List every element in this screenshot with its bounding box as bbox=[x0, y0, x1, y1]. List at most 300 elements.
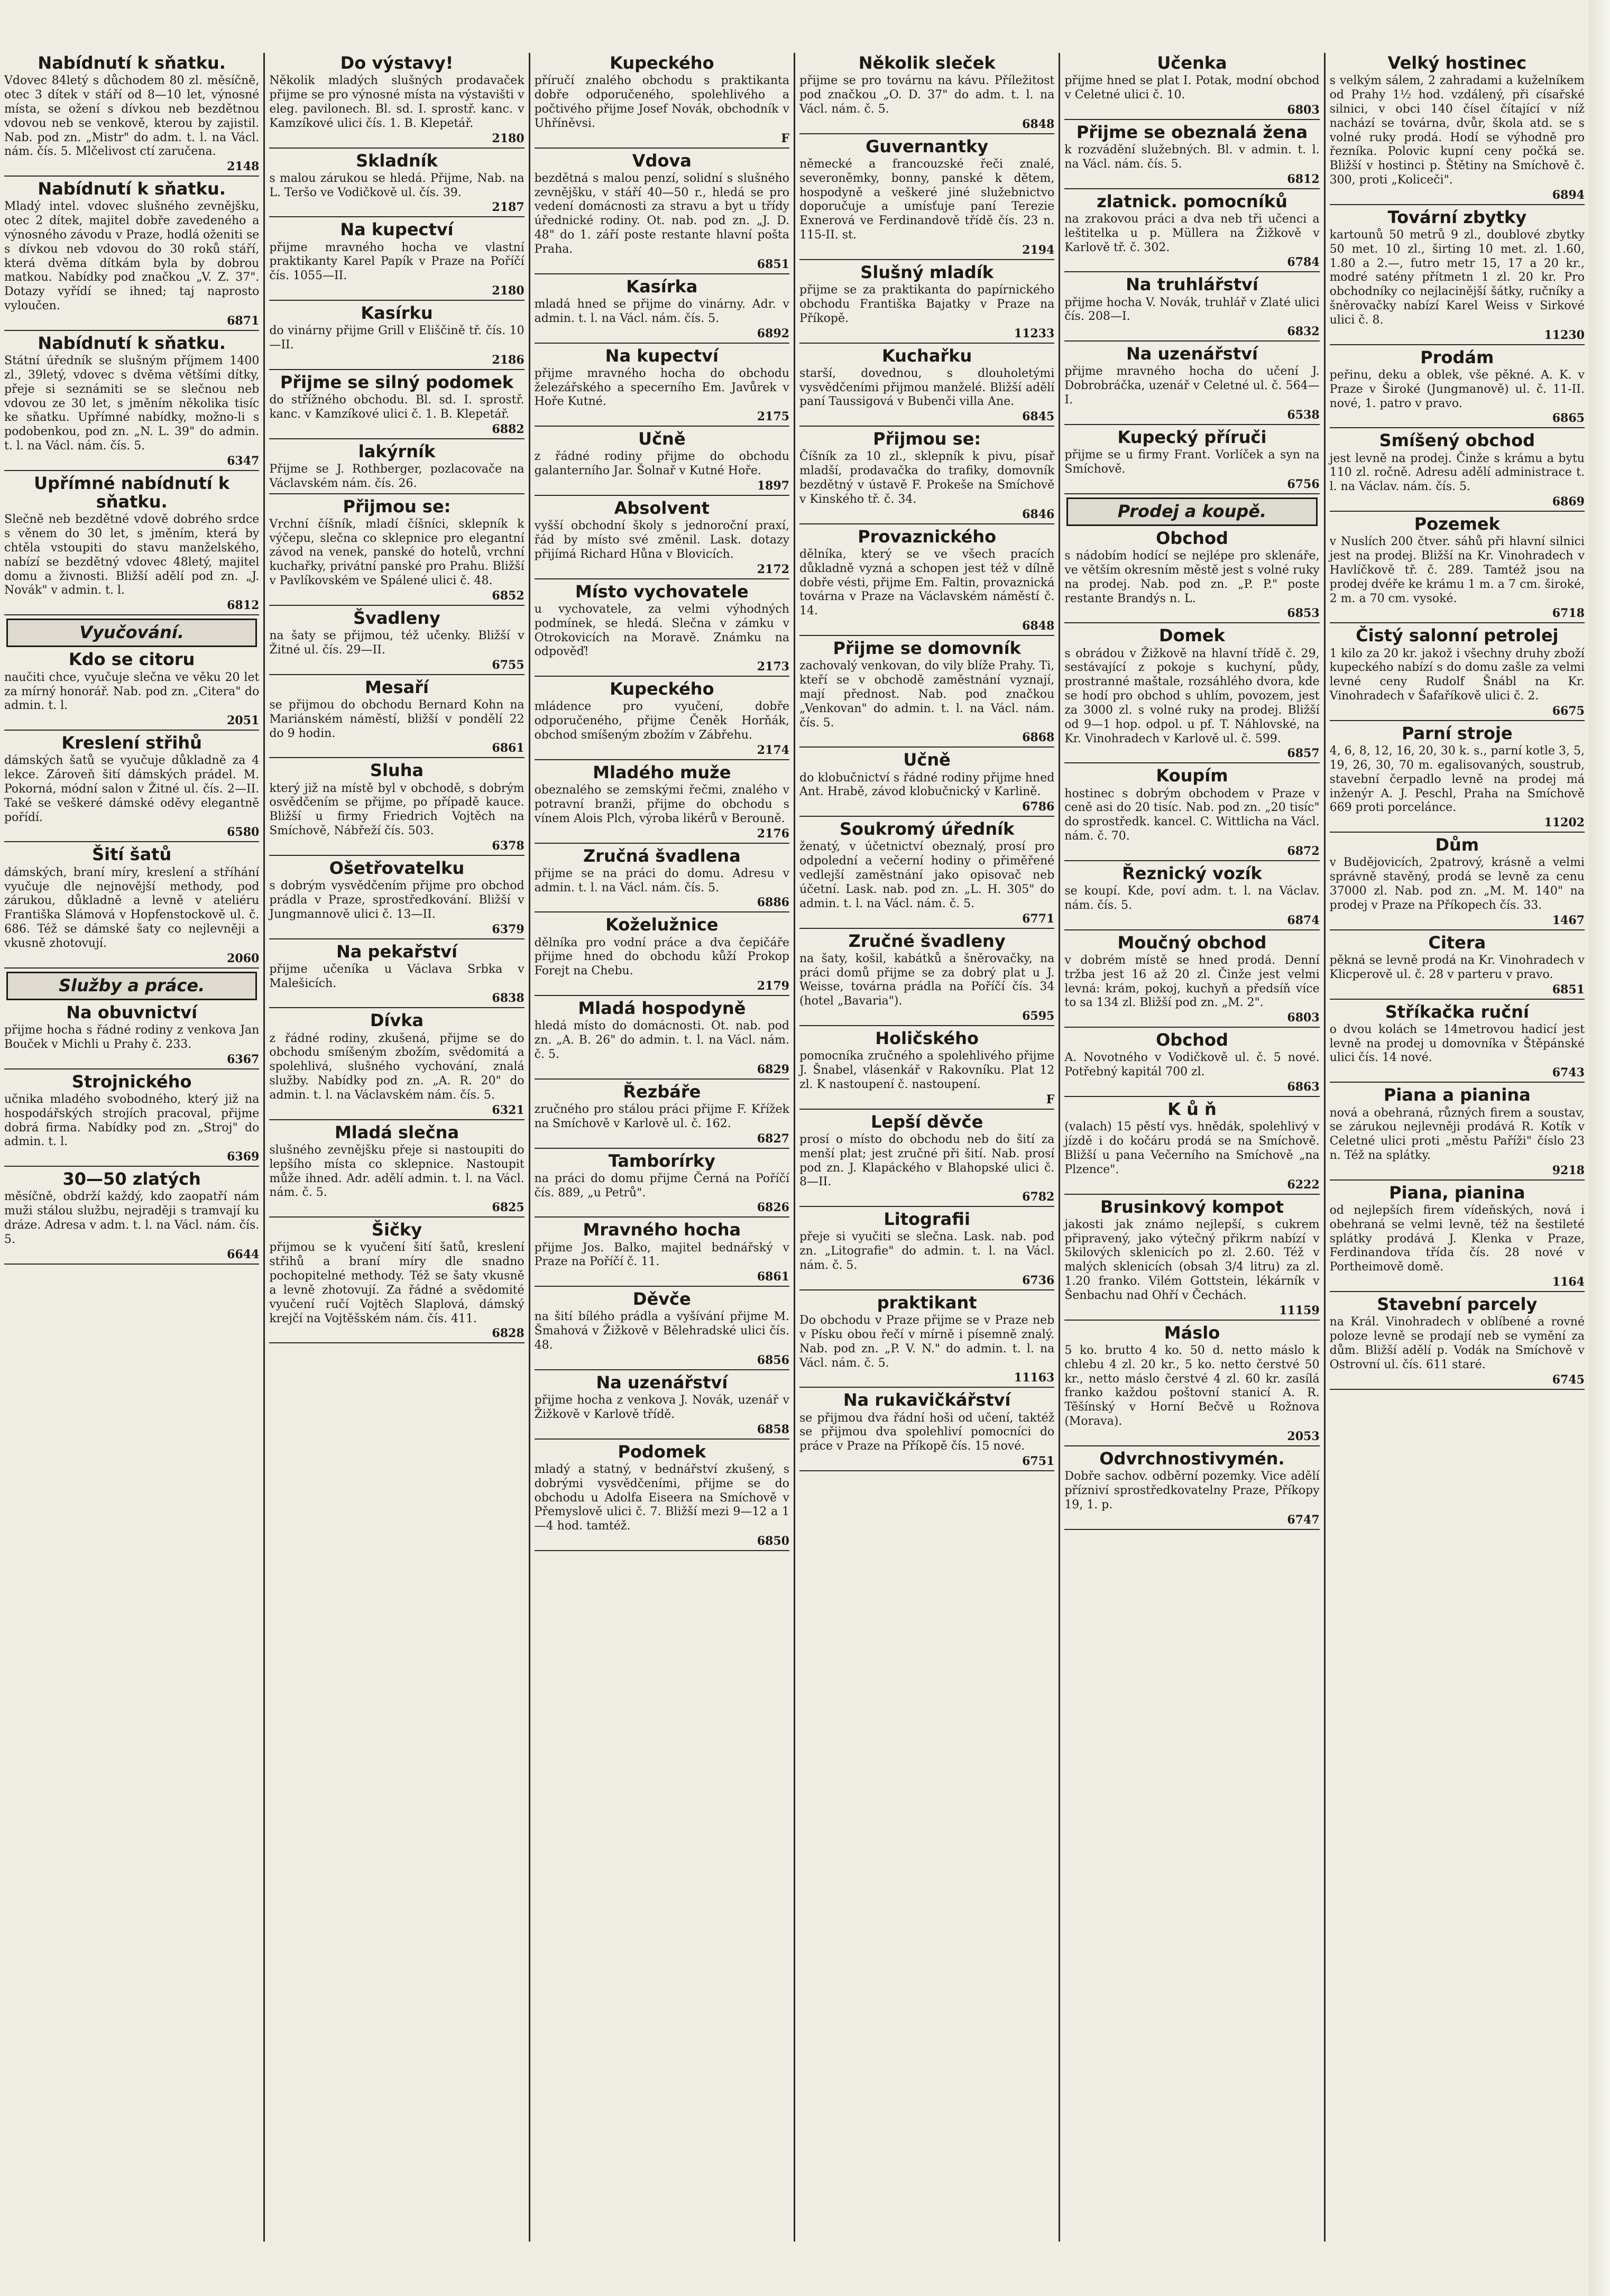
ad-number: 6869 bbox=[1552, 495, 1585, 509]
classified-ad bbox=[4, 1073, 259, 1167]
classified-ad bbox=[1064, 123, 1319, 189]
ad-title: Brusinkový kompot bbox=[1100, 1196, 1284, 1217]
classified-ad bbox=[1064, 192, 1319, 273]
classified-ad bbox=[799, 1391, 1054, 1471]
classified-ad bbox=[535, 1083, 789, 1149]
ad-title: Koželužnice bbox=[605, 915, 719, 935]
classified-ad bbox=[269, 373, 524, 439]
ad-text: v Budějovicích, 2patrový, krásně a velmi správně stavěný, prodá se levně za cenu 37000 zl. Nab. pod zn. „M. M. 140" na prodej v Praze na Příkopech čís. 33. bbox=[1329, 856, 1585, 912]
classified-ad bbox=[1330, 431, 1585, 512]
ad-title: Několik sleček bbox=[858, 53, 996, 73]
ad-number: 6848 bbox=[1022, 619, 1055, 633]
ad-number: 6222 bbox=[1287, 1177, 1320, 1192]
classified-ad bbox=[535, 278, 789, 344]
ad-number: 6857 bbox=[1287, 746, 1320, 761]
ad-title: Na truhlářství bbox=[1126, 274, 1258, 295]
ad-number: 6321 bbox=[492, 1103, 525, 1117]
ad-title: Do výstavy! bbox=[340, 53, 454, 73]
ad-title: Provaznického bbox=[858, 526, 997, 547]
ad-number: 2176 bbox=[757, 826, 789, 841]
ad-title: Nabídnutí k sňatku. bbox=[38, 179, 226, 199]
ad-number: F bbox=[1046, 1092, 1055, 1106]
ad-number: 2053 bbox=[1287, 1429, 1320, 1443]
classified-ad bbox=[535, 152, 789, 274]
ad-number: 6747 bbox=[1287, 1513, 1320, 1527]
ad-title: Švadleny bbox=[353, 607, 440, 628]
ad-number: 11159 bbox=[1279, 1303, 1320, 1317]
ad-title: Na rukavičkářství bbox=[843, 1390, 1011, 1410]
classified-ad bbox=[1064, 1450, 1319, 1530]
ad-number: 6718 bbox=[1552, 606, 1585, 621]
classified-ad bbox=[799, 137, 1054, 260]
ad-number: 6853 bbox=[1287, 606, 1320, 621]
ad-title: Stříkačka ruční bbox=[1385, 1001, 1529, 1022]
ad-text: mládence pro vyučení, dobře odporučeného, přijme Čeněk Horňák, obchod smíšeným zbožím v Zábřehu. bbox=[534, 700, 789, 742]
section-heading bbox=[1066, 497, 1317, 526]
ad-number: 2180 bbox=[492, 284, 525, 298]
ad-number: 2175 bbox=[757, 410, 789, 424]
ad-title: Kdo se citoru bbox=[68, 649, 195, 670]
ad-title: Vyučování. bbox=[79, 622, 185, 643]
ad-title: Piana a pianina bbox=[1383, 1085, 1531, 1105]
section-heading bbox=[6, 972, 257, 1000]
ad-text: dámských, braní míry, kreslení a stříhání vyučuje dle nejnovější methody, pod zárukou, důkladně a levně v ateliéru Františka Slámová v Hopfenstockově ul. č. 686. Též se dámské šaty co nejlevněji a vkusně zhotovují. bbox=[4, 865, 260, 950]
classified-ad bbox=[4, 734, 259, 842]
ad-title: zlatnick. pomocníků bbox=[1097, 191, 1287, 211]
classified-ad bbox=[1330, 1003, 1585, 1083]
classified-ad bbox=[1330, 515, 1585, 623]
ad-number: 1164 bbox=[1552, 1275, 1585, 1289]
ad-number: 6868 bbox=[1022, 731, 1055, 745]
classified-ad bbox=[4, 180, 259, 331]
ad-title: Nabídnutí k sňatku. bbox=[38, 53, 226, 73]
ad-text: 5 ko. brutto 4 ko. 50 d. netto máslo k chlebu 4 zl. 20 kr., 5 ko. netto čerstvé 50 kr., netto máslo čerstvé 4 zl. 60 kr. zasílá franko každou poštovní stanicí A. R. Těšínský v Horní Bečvě u Rožnova (Morava). bbox=[1064, 1343, 1320, 1428]
ad-text: prosí o místo do obchodu neb do šití za menší plat; jest zručné při šití. Nab. prosí pod zn. J. Klapáckého v Blahopské ulici č. 8—II. bbox=[799, 1132, 1055, 1189]
ad-title: Řezbáře bbox=[623, 1081, 701, 1102]
classified-ad bbox=[269, 1011, 524, 1120]
classified-ad bbox=[1064, 1324, 1319, 1446]
classified-ad bbox=[535, 583, 789, 677]
classified-ad bbox=[4, 54, 259, 177]
ad-title: Na kupectví bbox=[340, 219, 454, 240]
ad-title: Parní stroje bbox=[1401, 723, 1513, 743]
ad-title: Mladá hospodyně bbox=[578, 998, 746, 1019]
ad-text: na práci do domu přijme Černá na Poříčí čís. 889, „u Petrů". bbox=[534, 1172, 789, 1200]
ad-title: Na kupectví bbox=[605, 345, 719, 366]
ad-number: 6886 bbox=[757, 896, 789, 910]
ad-number: 6782 bbox=[1022, 1190, 1055, 1204]
ad-title: Učně bbox=[903, 750, 951, 770]
ad-text: s obrádou v Žižkově na hlavní třídě č. 29, sestávající z pokoje s kuchyní, půdy, prostranné maštale, rozsáhlého dvora, kde se hodí pro obchod s uhlím, povozem, jest za 3000 zl. s volné ruky na prodej. Bližší od 9—1 hop. odpol. u pf. T. Náhlovské, na Kr. Vinohradech v Karlově ul. č. 599. bbox=[1064, 647, 1320, 745]
classified-ad bbox=[1064, 1198, 1319, 1321]
ad-text: Přijme se J. Rothberger, pozlacovače na Václavském nám. čís. 26. bbox=[269, 462, 525, 490]
ad-title: Mladého muže bbox=[593, 762, 731, 782]
ad-text: přijme hocha z venkova J. Novák, uzenář v Žižkově v Karlově třídě. bbox=[534, 1394, 789, 1421]
classified-ad bbox=[535, 430, 789, 496]
ad-text: nová a obehraná, různých firem a soustav, se zárukou nejlevněji prodává R. Kotík v Celetné ulici proti „městu Paříži" číslo 23 n. Též na splátky. bbox=[1329, 1106, 1585, 1162]
classified-ad bbox=[4, 1170, 259, 1265]
ad-text: na šití bílého prádla a vyšívání přijme M. Šmahová v Žižkově v Bělehradské ulici čís. 48. bbox=[534, 1310, 789, 1352]
ad-text: na zrakovou práci a dva neb tři učenci a leštitelka u p. Müllera na Žižkově v Karlově tř. č. 302. bbox=[1064, 212, 1320, 254]
ad-number: 6856 bbox=[757, 1353, 789, 1367]
ad-title: Velký hostinec bbox=[1387, 53, 1527, 73]
ad-text: A. Novotného v Vodičkově ul. č. 5 nové. Potřebný kapitál 700 zl. bbox=[1064, 1051, 1320, 1079]
classified-ad bbox=[4, 334, 259, 471]
ad-title: Tovární zbytky bbox=[1387, 207, 1527, 227]
ad-title: Služby a práce. bbox=[59, 975, 205, 995]
classified-ad bbox=[799, 639, 1054, 748]
ad-number: 6858 bbox=[757, 1422, 789, 1436]
classified-ad bbox=[269, 761, 524, 856]
ad-number: 6865 bbox=[1552, 411, 1585, 426]
ad-number: 11230 bbox=[1544, 328, 1585, 342]
classified-ad bbox=[269, 442, 524, 494]
ad-title: Mesaří bbox=[365, 677, 429, 697]
ad-title: Stavební parcely bbox=[1377, 1294, 1538, 1315]
ad-number: 6825 bbox=[492, 1201, 525, 1215]
ad-number: 6828 bbox=[492, 1326, 525, 1341]
classified-ad bbox=[799, 1029, 1054, 1110]
ad-text: přijme hocha s řádné rodiny z venkova Jan Bouček v Michli u Prahy č. 233. bbox=[4, 1023, 260, 1051]
ad-title: 30—50 zlatých bbox=[62, 1169, 201, 1190]
classified-ad bbox=[269, 304, 524, 370]
classified-ad bbox=[269, 609, 524, 675]
column-3 bbox=[530, 53, 795, 2242]
ad-text: mladý a statný, v bednářství zkušený, s dobrými vysvědčeními, přijme se do obchodu u Adolfa Eiseera na Smíchově v Přemyslově ulici č. 7. Bližší mezi 9—12 a 1—4 hod. tamtéž. bbox=[534, 1462, 789, 1533]
ad-title: Piana, pianina bbox=[1389, 1182, 1525, 1203]
classified-ad bbox=[1064, 864, 1319, 930]
ad-text: s velkým sálem, 2 zahradami a kuželníkem od Prahy 1½ hod. vzdálený, při císařské silnici, v obci 140 čísel čítající v níž nachází se továrna, dvůr, škola atd. se s volné ruky prodá. Hodí se výhodně pro řezníka. Polovic kupní ceny počká se. Bližší v hostinci p. Štětiny na Smíchově č. 300, proti „Koliceči". bbox=[1329, 74, 1585, 187]
classified-ad bbox=[799, 347, 1054, 427]
ad-text: v dobrém místě se hned prodá. Denní tržba jest 16 až 20 zl. Činže jest velmi levná: krám, pokoj, kuchyň a předsíň více to sa 134 zl. Bližší pod zn. „M. 2". bbox=[1064, 953, 1320, 1010]
ad-title: Strojnického bbox=[71, 1071, 192, 1092]
ad-title: Nabídnutí k sňatku. bbox=[38, 333, 226, 353]
ad-title: praktikant bbox=[877, 1292, 977, 1313]
ad-title: Přijmou se: bbox=[343, 496, 451, 517]
ad-text: přijme mravného hocha ve vlastní praktikanty Karel Papík v Praze na Poříčí čís. 1055—II. bbox=[269, 241, 525, 283]
classified-ad bbox=[1064, 767, 1319, 861]
classified-ad bbox=[1330, 724, 1585, 833]
ad-text: přijme mravného hocha do obchodu železářského a specerního Em. Javůrek v Hoře Kutné. bbox=[534, 366, 789, 409]
ad-number: 6755 bbox=[492, 658, 525, 672]
ad-text: měsíčně, obdrží každý, kdo zaopatří nám muži stálou službu, nejraději s tramvají ku dráze. Adresa v adm. t. l. na Václ. nám. čís. 5. bbox=[4, 1190, 260, 1246]
ad-title: Máslo bbox=[1164, 1322, 1220, 1343]
ad-text: přijme se za praktikanta do papírnického obchodu Františka Bajatky v Praze na Příkopě. bbox=[799, 283, 1055, 325]
ad-number: 6861 bbox=[757, 1270, 789, 1284]
ad-text: zachovalý venkovan, do vily blíže Prahy. Ti, kteří se v obchodě zaměstnání vyznají, mají přednost. Nab. pod značkou „Venkovan" do admin. t. l. na Václ. nám. čís. 5. bbox=[799, 659, 1055, 730]
ad-text: přijme se na práci do domu. Adresu v admin. t. l. na Václ. nám. čís. 5. bbox=[534, 866, 789, 895]
ad-number: 6882 bbox=[492, 422, 525, 436]
ad-text: do klobučnictví s řádné rodiny přijme hned Ant. Hrabě, závod klobučnický v Karlině. bbox=[799, 771, 1055, 799]
ad-title: Mravného hocha bbox=[583, 1220, 741, 1240]
ad-number: 6871 bbox=[227, 313, 260, 328]
ad-title: Řeznický vozík bbox=[1122, 863, 1262, 883]
ad-number: 6872 bbox=[1287, 844, 1320, 858]
ad-number: 2051 bbox=[227, 714, 260, 728]
ad-title: Litografii bbox=[884, 1209, 970, 1230]
ad-title: Holičského bbox=[875, 1028, 979, 1048]
ad-text: s nádobím hodící se nejlépe pro sklenáře, ve větším okresním městě jest s volné ruky na prodej. Nab. pod zn. „P. P." poste restante Brandýs n. L. bbox=[1064, 549, 1320, 605]
classified-ad bbox=[1064, 934, 1319, 1028]
ad-title: Obchod bbox=[1156, 528, 1228, 548]
ad-number: 6861 bbox=[492, 741, 525, 755]
ad-number: 6803 bbox=[1287, 1011, 1320, 1025]
ad-title: Soukromý úředník bbox=[839, 819, 1015, 840]
ad-number: 6851 bbox=[757, 257, 789, 271]
ad-text: zručného pro stálou práci přijme F. Křížek na Smíchově v Karlově ul. č. 162. bbox=[534, 1102, 789, 1130]
classified-ad bbox=[269, 1123, 524, 1218]
ad-title: Místo vychovatele bbox=[575, 581, 749, 602]
ad-title: Přijme se silný podomek bbox=[280, 372, 514, 392]
ad-text: s dobrým vysvědčením přijme pro obchod prádla v Praze, sprostředkování. Bližší v Jungmannově ulici č. 13—II. bbox=[269, 879, 525, 921]
ad-text: z řádné rodiny přijme do obchodu galanterního Jar. Šolnař v Kutné Hoře. bbox=[534, 450, 789, 478]
ad-text: hostinec s dobrým obchodem v Praze v ceně asi do 20 tisíc. Nab. pod zn. „20 tisíc" do sprostředk. kancel. C. Wittlicha na Václ. nám. č. 70. bbox=[1064, 787, 1320, 843]
ad-text: Vrchní číšník, mladí číšníci, sklepník k výčepu, slečna co sklepnice pro elegantní závod na venek, panské do hotelů, vrchní kuchařky, privátní panské pro Prahu. Bližší v Pavlíkovském ve Spálené ulici č. 48. bbox=[269, 517, 525, 588]
classified-ad bbox=[799, 528, 1054, 636]
ad-title: Na pekařství bbox=[336, 941, 457, 962]
ad-text: přijme mravného hocha do učení J. Dobrobráčka, uzenář v Celetné ul. č. 564—I. bbox=[1064, 365, 1320, 407]
ad-text: Několik mladých slušných prodavaček přijme se pro výnosné místa na výstavišti v eleg. pavilonech. Bl. sd. I. sprostř. kanc. v Kamzíkové ulici čís. 1. B. Klepetář. bbox=[269, 74, 525, 130]
classified-ad bbox=[535, 680, 789, 760]
ad-title: Kupeckého bbox=[610, 53, 714, 73]
ad-text: v Nuslích 200 čtver. sáhů při hlavní silnici jest na prodej. Bližší na Kr. Vinohradech v Havlíčkově tř. č. 289. Tamtéž jsou na prodej dvéře ke krámu 1 m. a 7 cm. široké, 2 m. a 70 cm. vysoké. bbox=[1329, 535, 1585, 605]
ad-title: Kreslení střihů bbox=[61, 733, 202, 753]
ad-number: 6751 bbox=[1022, 1454, 1055, 1469]
ad-number: 6851 bbox=[1552, 982, 1585, 997]
ad-text: pomocníka zručného a spolehlivého přijme J. Šnabel, vlásenkář v Rakovníku. Plat 12 zl. K nastoupení č. nastoupení. bbox=[799, 1049, 1055, 1091]
ad-text: dělníka, který se ve všech pracích důkladně vyzná a schopen jest též v dílně dobře vésti, přijme Em. Faltin, provaznická továrna v Praze na Václavském náměstí č. 14. bbox=[799, 547, 1055, 618]
ad-title: Prodám bbox=[1420, 347, 1494, 367]
classified-ad bbox=[1330, 208, 1585, 345]
ad-number: 6538 bbox=[1287, 408, 1320, 422]
ad-text: jakosti jak známo nejlepší, s cukrem připravený, jako výtečný přikrm nabízí v 5kilových sklenicích po zl. 2.60. Též v malých sklenicích (obsah 3/4 litru) za zl. 1.20 franko. Vilém Gottstein, lékárník v Šenbachu nad Ohří v Čechách. bbox=[1064, 1218, 1320, 1302]
column-5 bbox=[1060, 53, 1325, 2242]
classified-ad bbox=[535, 1443, 789, 1551]
column-6 bbox=[1326, 53, 1589, 2242]
classified-ad bbox=[535, 916, 789, 996]
ad-title: Absolvent bbox=[614, 498, 710, 519]
ad-number: 6845 bbox=[1022, 410, 1055, 424]
ad-text: na šaty se přijmou, též učenky. Bližší v Žitné ul. čís. 29—II. bbox=[269, 629, 525, 657]
ad-title: K ů ň bbox=[1167, 1099, 1217, 1120]
classified-ad bbox=[1064, 345, 1319, 425]
ad-number: 6786 bbox=[1022, 800, 1055, 814]
ad-text: naučiti chce, vyučuje slečna ve věku 20 let za mírný honorář. Nab. pod zn. „Citera" do admin. t. l. bbox=[4, 670, 260, 713]
ad-number: 6756 bbox=[1287, 477, 1320, 491]
ad-text: učnika mladého svobodného, který již na hospodářských strojích pracoval, přijme dobrá firma. Nabídky pod zn. „Stroj" do admin. t. l. bbox=[4, 1092, 260, 1149]
ad-number: 6367 bbox=[227, 1052, 260, 1066]
ad-number: 11163 bbox=[1014, 1371, 1055, 1385]
ad-number: 9218 bbox=[1552, 1163, 1585, 1177]
page-edge bbox=[1589, 0, 1610, 2296]
classified-ad bbox=[799, 1210, 1054, 1290]
classified-ad bbox=[799, 54, 1054, 134]
classified-ad bbox=[4, 1003, 259, 1069]
classified-ad bbox=[1330, 1086, 1585, 1181]
ad-text: mladá hned se přijme do vinárny. Adr. v admin. t. l. na Václ. nám. čís. 5. bbox=[534, 297, 789, 325]
ad-number: 6379 bbox=[492, 922, 525, 936]
ad-number: 6771 bbox=[1022, 911, 1055, 926]
classified-ad bbox=[269, 152, 524, 218]
column-2 bbox=[265, 53, 530, 2242]
ad-number: F bbox=[781, 131, 789, 145]
classified-ad bbox=[1330, 626, 1585, 721]
classified-ad bbox=[799, 751, 1054, 817]
ad-title: Moučný obchod bbox=[1117, 932, 1267, 953]
ad-number: 6595 bbox=[1022, 1009, 1055, 1023]
ad-number: 6852 bbox=[492, 588, 525, 603]
ad-number: 6736 bbox=[1022, 1273, 1055, 1287]
ad-text: přijmou se k vyučení šití šatů, kreslení střihů a braní míry dle snadno pochopitelné methody. Též se šaty vkusně a levně zhotovují. Za řádné a svědomité vyučení ručí Vojtěch Slaplová, dámský krejčí na Vojtěšském nám. čís. 411. bbox=[269, 1241, 525, 1325]
ad-title: Učně bbox=[638, 429, 686, 449]
ad-text: o dvou kolách se 14metrovou hadicí jest levně na prodej u domovníka v Štěpánské ulici čís. 14 nové. bbox=[1329, 1022, 1585, 1065]
classified-ad bbox=[799, 430, 1054, 524]
ad-text: od nejlepších firem vídeňských, nová i obehraná se velmi levně, též na šestileté splátky prodává J. Klenka v Praze, Ferdinandova třída čís. 28 nové v Portheimově domě. bbox=[1329, 1204, 1585, 1274]
classified-ad bbox=[799, 1294, 1054, 1388]
ad-text: Mladý intel. vdovec slušného zevnějšku, otec 2 dítek, majitel dobře zavedeného a výnosného závodu v Praze, hodlá oženiti se s dívkou neb vdovou do 30 roků stáří, která dvěma dítkám byla by dobrou matkou. Nabídky pod značkou „V. Z. 37". Dotazy vyřídí se ihned; taj naprosto vyloučen. bbox=[4, 200, 260, 313]
ad-text: s malou zárukou se hledá. Přijme, Nab. na L. Teršo ve Vodičkově ul. čís. 39. bbox=[269, 171, 525, 199]
ad-text: obeznalého se zemskými řečmi, znalého v potravní branži, přijme do obchodu s vínem Alois Plch, výroba likérů v Berouně. bbox=[534, 783, 789, 825]
ad-number: 6892 bbox=[757, 326, 789, 340]
ad-text: bezdětná s malou penzí, solidní s slušného zevnějšku, v stáří 40—50 r., hledá se pro vedení domácnosti za stravu a byt u třídy úřednické rodiny. Ot. nab. pod zn. „J. D. 48" do 1. září poste restante hlavní pošta Praha. bbox=[534, 171, 789, 256]
ad-number: 2180 bbox=[492, 131, 525, 145]
ad-number: 6827 bbox=[757, 1131, 789, 1146]
ad-number: 6838 bbox=[492, 991, 525, 1006]
ad-text: Dobře sachov. odběrní pozemky. Vice adělí přízniví sprostředkovatelny Praze, Příkopy 19, 1. p. bbox=[1064, 1470, 1320, 1511]
classified-ad bbox=[1064, 54, 1319, 120]
ad-title: Skladník bbox=[356, 150, 438, 171]
column-4 bbox=[795, 53, 1060, 2242]
classified-ad bbox=[799, 820, 1054, 928]
classified-ad bbox=[535, 499, 789, 579]
ad-title: Šičky bbox=[371, 1220, 422, 1240]
ad-text: který již na místě byl v obchodě, s dobrým osvědčením se přijme, po případě kauce. Bližší u firmy Friedrich Vojtěch na Smíchově, Nábřeží čís. 503. bbox=[269, 781, 525, 838]
ad-title: Guvernantky bbox=[866, 136, 989, 156]
ad-text: Číšník za 10 zl., sklepník k pivu, písař mladší, prodavačka do trafiky, domovník bezdětný v ústavě F. Prokeše na Smíchově v Kinského tř. č. 34. bbox=[799, 450, 1055, 506]
classified-ad bbox=[1064, 1031, 1319, 1097]
classified-ad bbox=[535, 1221, 789, 1287]
ad-title: Na uzenářství bbox=[596, 1372, 728, 1393]
classified-ad bbox=[269, 54, 524, 149]
ad-text: peřinu, deku a oblek, vše pěkné. A. K. v Praze v Široké (Jungmanově) ul. č. 11-II. nové, 1. patro v pravo. bbox=[1329, 368, 1585, 410]
ad-number: 6848 bbox=[1022, 117, 1055, 131]
ad-title: Prodej a koupě. bbox=[1117, 501, 1267, 521]
ad-text: Slečně neb bezdětné vdově dobrého srdce s věnem do 30 let, s jměním, která by chtěla vstoupiti do stavu manželského, nabízí se bezdětný vdovec 48letý, majitel domu a živnosti. Bližší adělí pod zn. „J. Novák" v admin. t. l. bbox=[4, 513, 260, 597]
ad-title: Děvče bbox=[632, 1289, 691, 1310]
ad-title: Citera bbox=[1428, 932, 1486, 953]
ad-number: 1467 bbox=[1552, 913, 1585, 927]
ad-text: na Král. Vinohradech v oblíbené a rovné poloze levně se prodají neb se vymění za dům. Bližší adělí p. Vodák na Smíchově v Ostrovní ul. čís. 611 staré. bbox=[1329, 1315, 1585, 1371]
classified-ad bbox=[4, 845, 259, 968]
ad-number: 2148 bbox=[227, 160, 260, 174]
classified-ad bbox=[535, 1290, 789, 1370]
ad-number: 6832 bbox=[1287, 325, 1320, 339]
ad-title: Domek bbox=[1159, 625, 1225, 646]
classified-ad bbox=[1330, 348, 1585, 429]
classified-ad bbox=[4, 474, 259, 615]
ad-text: kartounů 50 metrů 9 zl., doublové zbytky 50 met. 10 zl., širting 10 met. zl. 1.60, 1.80 a 2.—, futro metr 15, 17 a 20 kr., modré satény přítmetn 1 zl. 20 kr. Pro obchodníky co nejlacinější šátky, ručníky a šněrovačky nabízí Karel Weiss v Sirkové ulici č. 8. bbox=[1329, 228, 1585, 327]
classified-ad bbox=[1330, 1184, 1585, 1292]
ad-number: 6874 bbox=[1287, 913, 1320, 927]
classified-ad bbox=[4, 650, 259, 731]
ad-text: starší, dovednou, s dlouholetými vysvědčeními přijmou manželé. Bližší adělí paní Taussigová v Bubenči villa Ane. bbox=[799, 366, 1055, 409]
classified-ad bbox=[535, 54, 789, 149]
ad-title: Na uzenářství bbox=[1126, 344, 1258, 364]
ad-number: 6347 bbox=[227, 454, 260, 468]
ad-title: Přijme se domovník bbox=[833, 638, 1021, 658]
ad-title: Slušný mladík bbox=[860, 262, 993, 282]
classified-ad bbox=[1330, 836, 1585, 930]
ad-title: Přijme se obeznalá žena bbox=[1076, 122, 1308, 142]
section-heading bbox=[6, 619, 257, 647]
classified-ad bbox=[269, 1221, 524, 1343]
ad-title: Mladá slečna bbox=[334, 1122, 459, 1142]
ad-text: vyšší obchodní školy s jednoroční praxí, řád by místo své změnil. Lask. dotazy přijímá Richard Hůna v Blovicích. bbox=[534, 519, 789, 561]
ad-number: 6743 bbox=[1552, 1066, 1585, 1080]
ad-text: se koupí. Kde, poví adm. t. l. na Václav. nám. čís. 5. bbox=[1064, 884, 1320, 912]
ad-number: 6369 bbox=[227, 1150, 260, 1164]
ad-title: Smíšený obchod bbox=[1379, 430, 1535, 451]
ad-text: do vinárny přijme Grill v Eliščině tř. čís. 10—II. bbox=[269, 324, 525, 352]
ad-title: Koupím bbox=[1156, 766, 1228, 786]
ad-text: u vychovatele, za velmi výhodných podmínek, se hledá. Slečna v zámku v Otrokovicích na Moravě. Známku na odpověď! bbox=[534, 602, 789, 659]
classified-ad bbox=[269, 943, 524, 1009]
ad-text: se přijmou dva řádní hoši od učení, taktéž se přijmou dva spolehliví pomocníci do práce v Praze na Příkopě čís. 15 nové. bbox=[799, 1411, 1055, 1453]
ad-title: Učenka bbox=[1157, 53, 1227, 73]
ad-title: Podomek bbox=[618, 1441, 706, 1462]
ad-number: 2060 bbox=[227, 951, 260, 965]
ad-title: Odvrchnostivymén. bbox=[1099, 1448, 1285, 1469]
ad-number: 2187 bbox=[492, 200, 525, 215]
ad-title: Tamborírky bbox=[608, 1150, 715, 1171]
ad-number: 6846 bbox=[1022, 507, 1055, 521]
classified-ad bbox=[535, 847, 789, 913]
ad-text: dělníka pro vodní práce a dva čepičáře přijme hned do obchodu kůží Prokop Forejt na Chebu. bbox=[534, 936, 789, 978]
ad-text: přijme se pro továrnu na kávu. Příležitost pod značkou „O. D. 37" do adm. t. l. na Václ. nám. č. 5. bbox=[799, 74, 1055, 116]
ad-text: 1 kilo za 20 kr. jakož i všechny druhy zboží kupeckého nabízí s do domu zašle za velmi levné ceny Rudolf Šnábl na Kr. Vinohradech v Šafaříkově ulici č. 2. bbox=[1329, 647, 1585, 703]
ad-title: Lepší děvče bbox=[871, 1111, 983, 1132]
ad-number: 2172 bbox=[757, 562, 789, 576]
ad-number: 6803 bbox=[1287, 103, 1320, 117]
ad-title: Dům bbox=[1435, 835, 1479, 855]
classified-ad bbox=[1330, 54, 1585, 205]
ad-text: pěkná se levně prodá na Kr. Vinohradech v Klicperově ul. č. 28 v parteru v pravo. bbox=[1329, 953, 1585, 981]
classified-ad bbox=[1330, 1295, 1585, 1390]
ad-text: přijme Jos. Balko, majitel bednářský v Praze na Poříčí č. 11. bbox=[534, 1241, 789, 1269]
ad-text: Vdovec 84letý s důchodem 80 zl. měsíčně, otec 3 dítek v stáří od 8—10 let, výnosné místa, se ožení s dívkou neb bezdětnou vdovou neb se venkově, kterou by zajistil. Nab. pod zn. „Mistr" do adm. t. l. na Václ. nám. čís. 5. Mlčelivost ctí zaručena. bbox=[4, 74, 260, 159]
ad-title: Šití šatů bbox=[92, 844, 172, 865]
ad-title: Na obuvnictví bbox=[66, 1002, 198, 1022]
ad-text: přijme hocha V. Novák, truhlář v Zlaté ulici čís. 208—I. bbox=[1064, 296, 1320, 324]
classified-ad bbox=[535, 1152, 789, 1218]
ad-title: Ošetřovatelku bbox=[329, 857, 465, 878]
ad-text: přeje si vyučiti se slečna. Lask. nab. pod zn. „Litografie" do admin. t. l. na Václ. nám. č. 5. bbox=[799, 1230, 1055, 1273]
ad-number: 6644 bbox=[227, 1247, 260, 1261]
ad-title: Sluha bbox=[370, 760, 424, 781]
ad-title: Kasírku bbox=[361, 303, 433, 324]
ad-text: Státní úředník se slušným příjmem 1400 zl., 39letý, vdovec s dvěma většími dítky, přeje si seznámiti se se slečnou neb vdovou ze 30 let, s jměním několika tisíc ke sňatku. Upřímné nabídky, možno-li s podobenkou, pod zn. „N. L. 39" do admin. t. l. na Václ. nám. čís. 5. bbox=[4, 354, 260, 453]
ad-title: Zručná švadlena bbox=[583, 845, 741, 866]
ad-number: 2186 bbox=[492, 353, 525, 367]
ad-number: 6894 bbox=[1552, 188, 1585, 202]
ad-text: na šaty, košil, kabátků a šněrovačky, na práci domů přijme se za dobrý plat u J. Weisse, továrna prádla na Poříčí čís. 34 (hotel „Bavaria"). bbox=[799, 952, 1055, 1008]
ad-text: slušného zevnějšku přeje si nastoupiti do lepšího místa co sklepnice. Nastoupit může ihned. Adr. adělí admin. t. l. na Václ. nám. č. 5. bbox=[269, 1143, 525, 1200]
classified-ad bbox=[1064, 1100, 1319, 1195]
ad-title: Čistý salonní petrolej bbox=[1356, 625, 1559, 646]
classified-ad bbox=[1330, 934, 1585, 1000]
classified-columns bbox=[0, 53, 1589, 2242]
ad-title: Upřímné nabídnutí k sňatku. bbox=[34, 473, 230, 512]
